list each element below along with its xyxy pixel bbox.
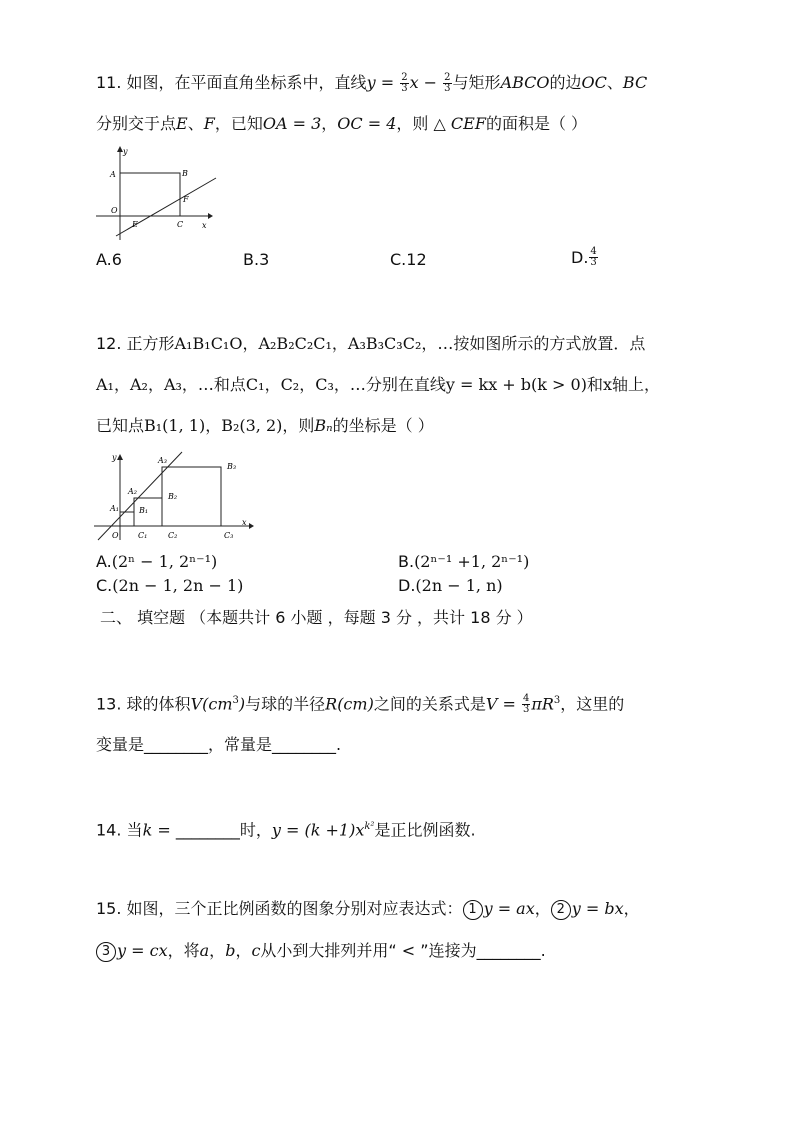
q13-text: 球的体积 [126,694,191,714]
q13-eq: V = [485,694,521,714]
q12-text: 已知点B₁(1, 1)，B₂(3, 2)，则 [96,416,315,435]
label-a2: A₂ [128,487,137,496]
q13-v: V(cm [190,694,233,714]
label-a1: A₁ [110,504,119,513]
q11-figure [92,144,222,244]
answer-blank[interactable]: ________ [175,820,240,840]
option-label: B. [398,552,415,571]
frac-num: 2 [401,72,408,83]
label-x: x [202,221,207,230]
q15-line1 [96,898,640,920]
label-b2: B₂ [168,492,178,501]
q13-eq: πR [531,694,554,714]
option-label: D. [398,576,416,595]
option-label: A. [96,552,112,571]
label-e: E [132,220,138,229]
q11-option-c[interactable]: C.12 [390,250,427,269]
x-axis-arrow [249,523,254,529]
q11-eq-y: y [366,73,376,92]
section-title: 二、 填空题 （本题共计 6 小题 ，每题 3 分 ，共计 18 分 ） [100,608,533,627]
option-d-label: D. [571,248,589,267]
question-number: 14. [96,820,122,840]
label-o: O [112,531,119,540]
q15-sep: ， [209,941,226,960]
q11-option-b[interactable]: B.3 [243,250,270,269]
q11-text: 的边 [549,73,582,92]
q15-comma: ， [534,899,551,918]
option-value: (2n − 1, 2n − 1) [112,576,244,595]
q12-line1 [96,333,645,355]
q15-line2 [96,940,546,962]
q13-r: R(cm) [325,694,374,714]
line-ef [116,178,216,236]
frac-den: 3 [444,83,451,94]
option-value: (2ⁿ − 1, 2ⁿ⁻¹) [111,552,218,571]
frac-num: 4 [590,246,597,257]
fraction [589,247,597,268]
q12-bn: Bₙ [314,416,333,435]
option-value: (2ⁿ⁻¹ +1, 2ⁿ⁻¹) [414,552,530,571]
frac-den: 3 [522,704,530,716]
option-value: (2n − 1, n) [415,576,503,595]
label-y: y [123,147,128,156]
q12-option-b[interactable] [398,552,529,571]
q13-text: ，这里的 [560,694,625,714]
q11-sep: 、 [187,114,204,133]
q11-side: BC [622,73,648,92]
q15-comma: ， [623,899,640,918]
q15-var: a [199,941,210,960]
question-number: 13. [96,694,122,714]
q14-text: 时， [239,820,272,840]
q14-text: 是正比例函数. [374,820,476,840]
rectangle-abco [120,173,180,216]
q11-text: ，已知 [214,114,263,133]
q11-point: F [203,114,215,133]
q15-var: b [225,941,236,960]
label-f: F [183,195,189,204]
q14-line [96,816,476,841]
q14-sup: k² [364,821,375,832]
q11-triangle: CEF [450,114,486,133]
q11-line2 [96,113,587,135]
q12-figure [92,450,262,545]
q12-option-a[interactable] [96,552,217,571]
q11-option-d[interactable] [571,247,599,268]
question-number: 15. [96,899,122,918]
q12-option-c[interactable] [96,576,243,595]
q11-oa: OA = 3 [262,114,322,133]
q15-eq: y = bx [571,899,624,918]
q13-text: 之间的关系式是 [373,694,486,714]
circled-number-icon: 2 [551,900,571,920]
y-axis-arrow [117,454,123,460]
q11-text: 与矩形 [452,73,501,92]
fraction [443,73,451,94]
q13-sup: 3 [553,695,561,706]
q11-sep: 、 [606,73,623,92]
q11-side: OC [581,73,607,92]
label-x: x [242,518,247,527]
option-label: C. [96,576,113,595]
q11-rect: ABCO [500,73,550,92]
label-a3: A₃ [158,456,167,465]
q11-comma: ， [321,114,338,133]
q12-option-d[interactable] [398,576,503,595]
label-c3: C₃ [224,531,234,540]
q13-sup: 3 [232,695,239,706]
question-number: 12. [96,334,122,353]
frac-num: 4 [522,693,530,705]
label-o: O [111,206,118,215]
q15-text: ，将 [167,941,200,960]
label-c: C [177,220,184,229]
frac-den: 3 [401,83,408,94]
label-b3: B₃ [227,462,237,471]
q11-oc: OC = 4 [337,114,397,133]
q11-line1 [96,72,647,94]
q15-var: c [251,941,261,960]
q11-eq-x: x [409,73,419,92]
frac-num: 2 [444,72,451,83]
q14-k: k = [142,820,176,840]
q14-text: 当 [126,820,143,840]
question-number: 11. [96,73,122,92]
label-a: A [110,170,116,179]
q15-text: 如图，三个正比例函数的图象分别对应表达式： [126,899,463,918]
fraction [400,73,408,94]
q13-text: 与球的半径 [245,694,326,714]
q15-sep: ， [235,941,252,960]
q11-text: 如图，在平面直角坐标系中，直线 [126,73,367,92]
q13-line1 [96,690,624,715]
q11-eq-minus: − [418,73,443,92]
circled-number-icon: 3 [96,942,116,962]
q14-eq: y = (k +1)x [271,820,365,840]
q11-point: E [176,114,188,133]
q13-v-close: ) [238,694,246,714]
x-axis-arrow [208,213,213,219]
q12-line2 [96,374,660,396]
label-c1: C₁ [138,531,148,540]
fraction [522,694,530,715]
frac-den: 3 [590,257,597,268]
circled-number-icon: 1 [463,900,483,920]
q11-text: 分别交于点 [96,114,177,133]
label-b: B [182,169,188,178]
q15-eq: y = cx [117,941,168,960]
q15-eq: y = ax [483,899,535,918]
q15-text: 从小到大排列并用“ < ”连接为________. [260,941,546,960]
q11-text: ，则 △ [396,114,451,133]
q12-text: 的坐标是（ ） [332,416,434,435]
q12-text: A₁，A₂，A₃，…和点C₁，C₂，C₃，…分别在直线y = kx + b(k > 0)和x轴上， [96,375,660,394]
q11-text: 的面积是（ ） [485,114,588,133]
label-b1: B₁ [139,506,149,515]
label-c2: C₂ [168,531,178,540]
q13-line2: 变量是________，常量是________. [96,735,342,754]
q11-option-a[interactable]: A.6 [96,250,122,269]
q12-text: 正方形A₁B₁C₁O，A₂B₂C₂C₁，A₃B₃C₃C₂，…按如图所示的方式放置．点 [126,334,646,353]
q11-eq-equals: = [375,73,400,92]
label-y: y [112,453,117,462]
q12-line3 [96,415,434,437]
